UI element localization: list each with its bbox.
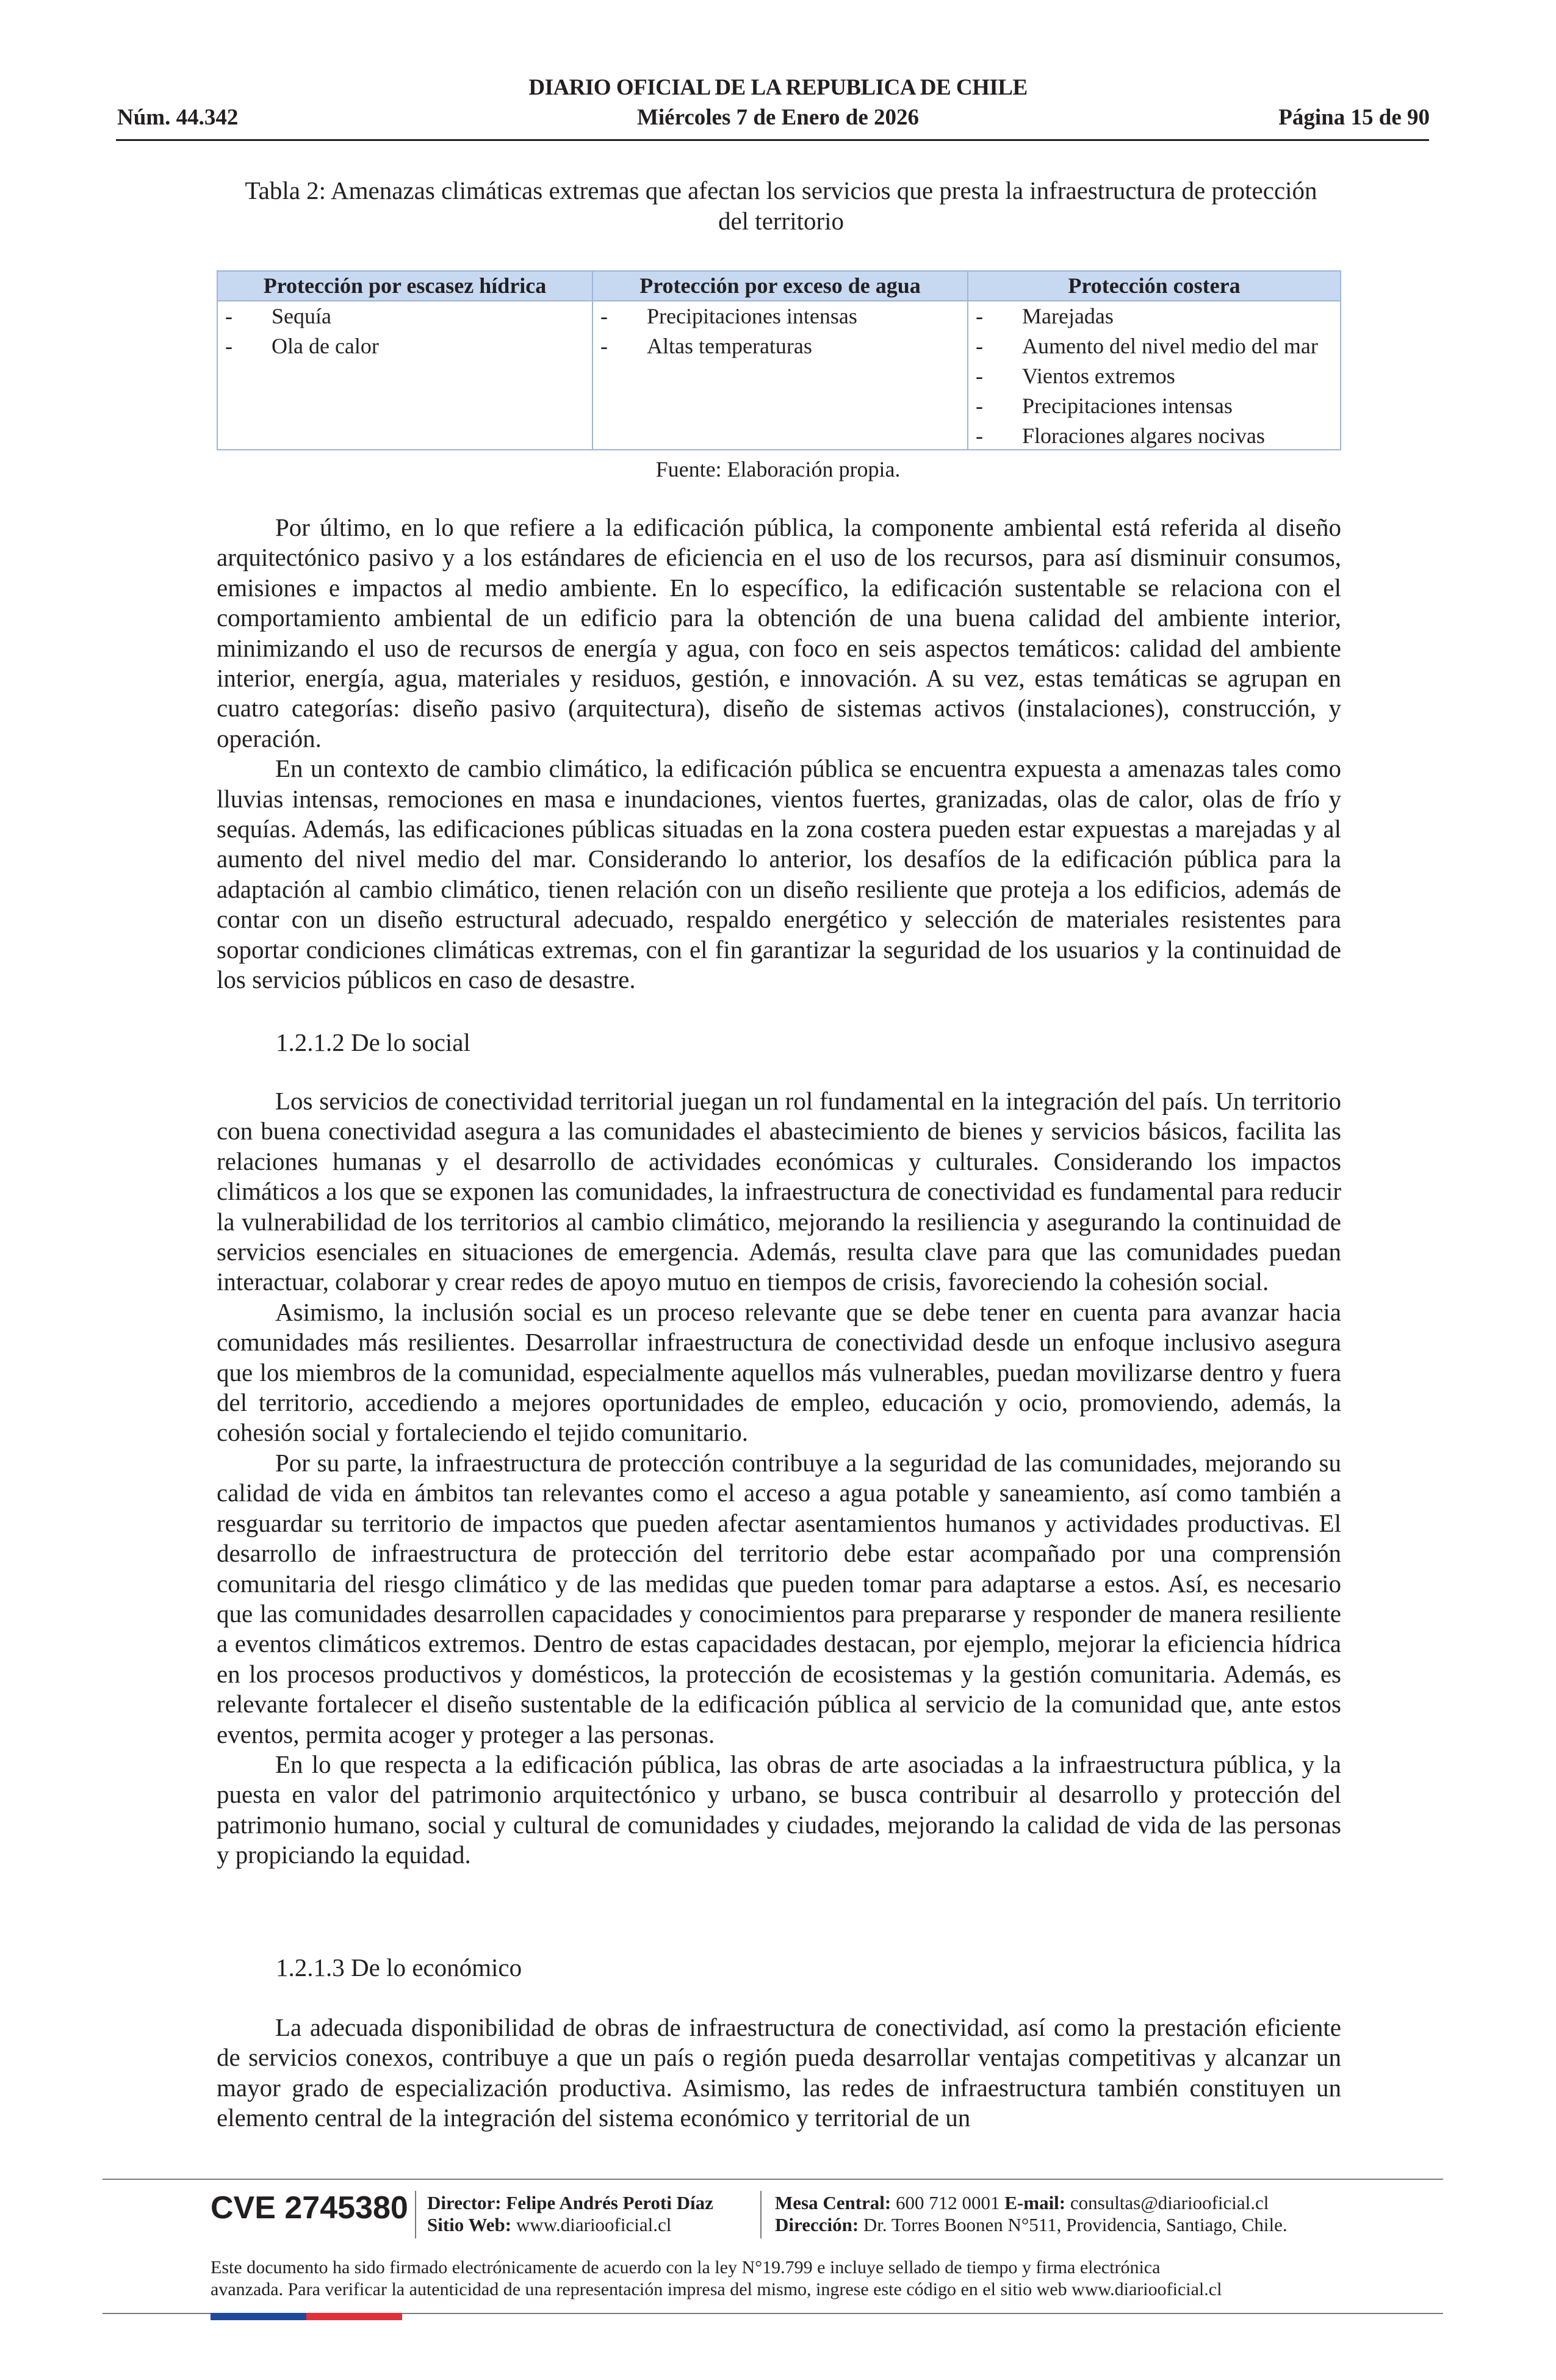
flag-stripe-blue [211,2313,306,2320]
section-body [217,2013,1341,2133]
phone-label: Mesa Central: [775,2192,891,2213]
issue-date: Miércoles 7 de Enero de 2026 [636,105,920,130]
dash-marker: - [976,394,983,418]
paragraph: Los servicios de conectividad territorial juegan un rol fundamental en la integración del país. Un territorio con buena conectividad asegura a las comunidades el abastecimiento de bienes y servicios básicos, facilita las relaciones humanas y el desarrollo de actividades económicas y culturales. Considerando los impactos climáticos a los que se exponen las comunidades, la infraestructura de conectividad es fundamental para reducir la vulnerabilidad de los territorios al cambio climático, mejorando la resiliencia y asegurando la continuidad de servicios esenciales en situaciones de emergencia. Además, resulta clave para que las comunidades puedan interactuar, colaborar y crear redes de apoyo mutuo en tiempos de crisis, favoreciendo la cohesión social. [217,1087,1341,1296]
paragraph: En un contexto de cambio climático, la edificación pública se encuentra expuesta a amenazas tales como lluvias intensas, remociones en masa e inundaciones, vientos fuertes, granizadas, olas de calor, olas de frío y sequías. Además, las edificaciones públicas situadas en la zona costera pueden estar expuestas a marejadas y al aumento del nivel medio del mar. Considerando lo anterior, los desafíos de la edificación pública para la adaptación al cambio climático, tienen relación con un diseño resiliente que proteja a los edificios, además de contar con un diseño estructural adecuado, respaldo energético y selección de materiales resistentes para soportar condiciones climáticas extremas, con el fin garantizar la seguridad de los usuarios y la continuidad de los servicios públicos en caso de desastre. [217,754,1341,994]
list-item: - Vientos extremos [968,361,1340,391]
list-item: - Ola de calor [218,331,592,361]
footer-contact-block [775,2192,1288,2236]
dash-marker: - [225,334,232,358]
footer-separator [760,2191,762,2238]
header-divider [116,139,1429,141]
list-item: - Marejadas [968,301,1340,331]
footer-director-block [427,2192,713,2236]
issue-number: Núm. 44.342 [117,105,239,130]
list-item: - Precipitaciones intensas [593,301,967,331]
dash-marker: - [600,334,608,358]
paragraph: Asimismo, la inclusión social es un proceso relevante que se debe tener en cuenta para avanzar hacia comunidades más resilientes. Desarrollar infraestructura de conectividad desde un enfoque inclusivo asegura que los miembros de la comunidad, especialmente aquellos más vulnerables, puedan movilizarse dentro y fuera del territorio, accediendo a mejores oportunidades de empleo, educación y ocio, promoviendo, además, la cohesión social y fortaleciendo el tejido comunitario. [217,1297,1341,1447]
table-source: Fuente: Elaboración propia. [655,457,901,481]
list-item: - Altas temperaturas [593,331,967,361]
cve-code: CVE 2745380 [211,2190,408,2226]
paragraph: Por su parte, la infraestructura de protección contribuye a la seguridad de las comunidades, mejorando su calidad de vida en ámbitos tan relevantes como el acceso a agua potable y saneamiento, así como también a resguardar su territorio de impactos que pueden afectar asentamientos humanos y actividades productivas. El desarrollo de infraestructura de protección del territorio debe estar acompañado por una comprensión comunitaria del riesgo climático y de las medidas que pueden tomar para adaptarse a estos. Así, es necesario que las comunidades desarrollen capacidades y conocimientos para prepararse y responder de manera resiliente a eventos climáticos extremos. Dentro de estas capacidades destacan, por ejemplo, mejorar la eficiencia hídrica en los procesos productivos y domésticos, la protección de ecosistemas y la gestión comunitaria. Además, es relevante fortalecer el diseño sustentable de la edificación pública al servicio de la comunidad que, ante estos eventos, permita acoger y proteger a las personas. [217,1448,1341,1748]
email-label: E-mail: [1004,2192,1066,2213]
threats-table [217,270,1341,450]
table-column [218,272,593,449]
dash-marker: - [976,364,983,388]
email-link[interactable]: consultas@diariooficial.cl [1070,2192,1269,2213]
list-item: - Sequía [218,301,592,331]
column-header: Protección costera [968,272,1340,301]
address-label: Dirección: [775,2214,859,2235]
table-column [593,272,968,449]
dash-marker: - [976,424,983,448]
paragraph: En lo que respecta a la edificación pública, las obras de arte asociadas a la infraestructura pública, y la puesta en valor del patrimonio arquitectónico y urbano, se busca contribuir al desarrollo y protección del patrimonio humano, social y cultural de comunidades y ciudades, mejorando la calidad de vida de las personas y propiciando la equidad. [217,1750,1341,1869]
column-header: Protección por escasez hídrica [218,272,592,301]
director-label: Director: [427,2192,502,2213]
signature-notice: Este documento ha sido firmado electrónicamente de acuerdo con la ley N°19.799 e incluye sellado de tiempo y firma electrónica avanzada. Para verificar la autenticidad de una representación impresa del mismo, ingrese este código en el sitio web www.diariooficial.cl [211,2257,1222,2299]
page-indicator: Página 15 de 90 [1278,105,1430,130]
newspaper-title: DIARIO OFICIAL DE LA REPUBLICA DE CHILE [528,75,1028,100]
list-item: - Aumento del nivel medio del mar [968,331,1340,361]
section-heading: 1.2.1.2 De lo social [276,1028,470,1056]
address-text: Dr. Torres Boonen N°511, Providencia, Santiago, Chile. [863,2214,1288,2235]
dash-marker: - [225,304,232,328]
website-link[interactable]: www.diariooficial.cl [516,2214,672,2235]
paragraph: La adecuada disponibilidad de obras de infraestructura de conectividad, así como la prestación eficiente de servicios conexos, contribuye a que un país o región pueda desarrollar ventajas competitivas y alcanzar un mayor grado de especialización productiva. Asimismo, las redes de infraestructura también constituyen un elemento central de la integración del sistema económico y territorial de un [217,2013,1341,2132]
dash-marker: - [976,304,983,328]
paragraph: Por último, en lo que refiere a la edificación pública, la componente ambiental está referida al diseño arquitectónico pasivo y a los estándares de eficiencia en el uso de los recursos, para así disminuir consumos, emisiones e impactos al medio ambiente. En lo específico, la edificación sustentable se relaciona con el comportamiento ambiental de un edificio para la obtención de una buena calidad del ambiente interior, minimizando el uso de recursos de energía y agua, con foco en seis aspectos temáticos: calidad del ambiente interior, energía, agua, materiales y residuos, gestión, e innovación. A su vez, estas temáticas se agrupan en cuatro categorías: diseño pasivo (arquitectura), diseño de sistemas activos (instalaciones), construcción, y operación. [217,513,1341,752]
section-body [217,1086,1341,1870]
section-heading: 1.2.1.3 De lo económico [276,1953,522,1982]
web-label: Sitio Web: [427,2214,512,2235]
flag-stripe-red [306,2313,402,2320]
footer-divider [103,2179,1443,2180]
phone-number: 600 712 0001 [896,2192,1000,2213]
dash-marker: - [600,304,608,328]
dash-marker: - [976,334,983,358]
footer-separator [415,2191,416,2238]
list-item: - Precipitaciones intensas [968,391,1340,421]
section-body [217,513,1341,995]
table-caption: Tabla 2: Amenazas climáticas extremas que afectan los servicios que presta la infraestructura de protección del territorio [245,176,1317,235]
list-item: - Floraciones algares nocivas [968,421,1340,451]
director-name: Felipe Andrés Peroti Díaz [506,2192,713,2213]
table-column [968,272,1340,449]
column-header: Protección por exceso de agua [593,272,967,301]
